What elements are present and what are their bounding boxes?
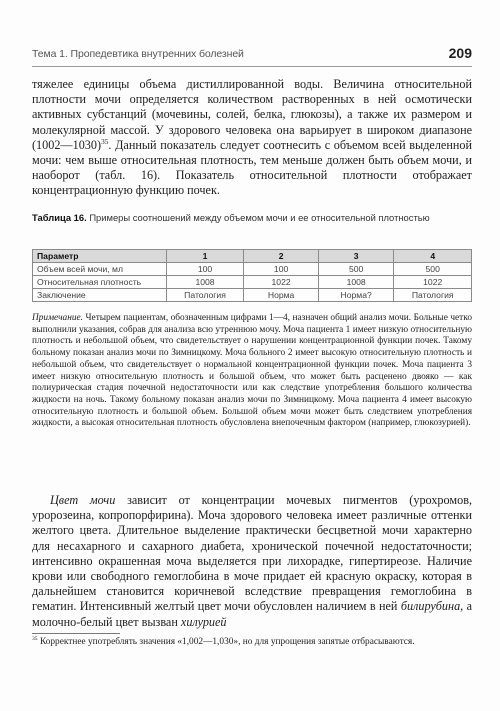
table-row [33, 276, 472, 289]
table-cell: Патология [394, 289, 472, 302]
table-header-cell: 3 [318, 250, 394, 263]
footnote-marker: 35 [32, 635, 38, 642]
table-header-cell: 4 [394, 250, 472, 263]
table-cell: 1022 [244, 276, 319, 289]
table-cell: 100 [166, 263, 244, 276]
paragraph-density [32, 77, 472, 199]
note-text: Четырем пациентам, обозначенным цифрами 1—4, назначен общий анализ мочи. Больные четко выполнили указания, собрав для анализа всю утреннюю мочу. Моча пациента 1 имеет низкую относительную плотность и небольшой объем, что свидетельствует о нарушении концентрационной функции почек. Такому больному показан анализ мочи по Зимницкому. Моча больного 2 имеет высокую относительную плотность и небольшой объем, что свидетельствует о нормальной концентрационной функции почек. Моча пациента 3 имеет низкую относительную плотность и большой объем, что может быть расценено двояко — как полиурическая стадия почечной недостаточности или как следствие употребления большого количества жидкости на ночь. Такому больному показан анализ мочи по Зимницкому. Моча пациента 4 имеет высокую относительную плотность и большой объем. Большой объем мочи может быть следствием употребления жидкости, а высокая относительная плотность обусловлена внепочечным фактором (например, глюкозурией). [32, 313, 472, 429]
running-title: Тема 1. Пропедевтика внутренних болезней [32, 48, 244, 60]
table-cell: Объем всей мочи, мл [33, 263, 167, 276]
term-urine-color: Цвет мочи [50, 493, 116, 507]
table-row [33, 289, 472, 302]
footnote [32, 637, 472, 649]
table-cell: 1008 [166, 276, 244, 289]
table-cell: 500 [318, 263, 394, 276]
table-header-row [33, 250, 472, 263]
page-header [32, 47, 472, 63]
footnote-reference: 35 [101, 136, 109, 146]
table-cell: 500 [394, 263, 472, 276]
table-cell: Патология [166, 289, 244, 302]
page-number: 209 [448, 45, 472, 61]
table-cell: Норма [244, 289, 319, 302]
term-bilirubin: билирубина [400, 599, 461, 614]
table-caption-label: Таблица 16. [32, 212, 87, 223]
table-header-cell: 1 [166, 250, 244, 263]
table-cell: Норма? [318, 289, 394, 302]
header-rule [32, 66, 472, 67]
table-row [33, 263, 472, 276]
note-label: Примечание. [32, 313, 83, 323]
footnote-rule [32, 633, 120, 634]
table-cell: Относительная плотность [33, 276, 167, 289]
table-note [32, 313, 472, 430]
paragraph-density-text-b: . Данный показатель следует соотнесить с объемом всей выделенной мочи: чем выше относительная плотность, тем меньше должен быть объем мочи, и наоборот (табл. 16). Показатель относительной плотности отображает концентрационную функцию почек. [32, 137, 472, 198]
paragraph-color-text-b: , а молочно-белый цвет вызван [32, 599, 472, 629]
table-cell: Заключение [33, 289, 167, 302]
table-caption-text: Примеры соотношений между объемом мочи и ее относительной плотностью [86, 212, 430, 223]
paragraph-density-text-a: тяжелее единицы объема дистиллированной воды. Величина относительной плотности мочи определяется количеством растворенных в ней осмотически активных субстанций (мочевины, солей, белка, глюкозы), а также их размером и молекулярной массой. У здорового человека она варьирует в широком диапазоне (1002—1030) [32, 77, 472, 152]
table-cell: 1008 [318, 276, 394, 289]
table-cell: 1022 [394, 276, 472, 289]
paragraph-color [32, 493, 472, 630]
data-table [32, 249, 472, 302]
table-header-cell: Параметр [33, 250, 167, 263]
footnote-text: Корректнее употреблять значения «1,002—1,030», но для упрощения запятые отбрасываются. [37, 637, 415, 647]
table-header-cell: 2 [244, 250, 319, 263]
term-chyluria: хилурией [180, 614, 227, 629]
paragraph-color-text-a: зависит от концентрации мочевых пигментов (урохромов, уророзеина, копропорфирина). Моча здорового человека имеет различные оттенки желтого цвета. Длительное выделение практически бесцветной мочи характерно для несахарного и сахарного диабета, хронической почечной недостаточности; интенсивно окрашенная моча выделяется при лихорадке, гипертиреозе. Наличие крови или свободного гемоглобина в моче придает ей красную окраску, которая в дальнейшем становится коричневой вследствие превращения гемоглобина в гематин. Интенсивный желтый цвет мочи обусловлен наличием в ней [32, 493, 472, 614]
table-caption [32, 212, 472, 224]
table-cell: 100 [244, 263, 319, 276]
